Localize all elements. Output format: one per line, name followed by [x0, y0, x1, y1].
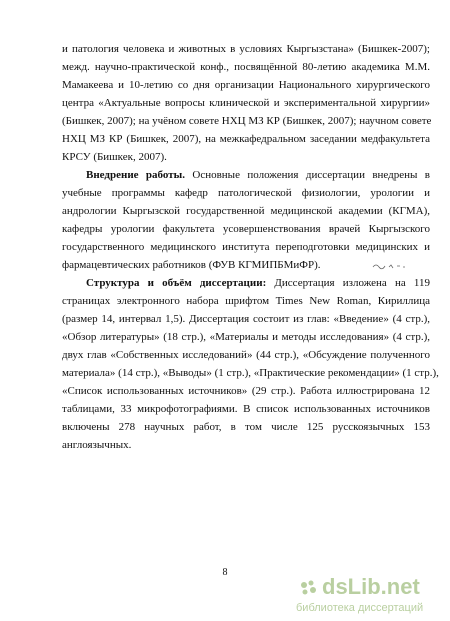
section-first-line: [86, 277, 430, 290]
text-line: государственного медицинского института переподготовки медицинских и: [62, 241, 430, 253]
text-line: включены 278 научных работ, в том числе 125 русскоязычных 153: [62, 421, 430, 433]
text-line: таблицами, 33 микрофотографиями. В список использованных источников: [62, 403, 430, 415]
text-line: двух глав «Собственных исследований» (44 стр.), «Обсуждение полученного: [62, 349, 430, 361]
text-line: КРСУ (Бишкек, 2007).: [62, 151, 167, 163]
text-line: страницах электронного набора шрифтом Times New Roman, Кириллица: [62, 295, 430, 307]
section-heading-structure: Структура и объём диссертации:: [86, 277, 267, 289]
text-line: Мамакеева и 10-летию со дня организации Национального хирургического: [62, 79, 430, 91]
text-line: и патология человека и животных в условиях Кыргызстана» (Бишкек-2007);: [62, 43, 430, 55]
text-line: «Список использованных источников» (29 стр.). Работа иллюстрирована 12: [62, 385, 430, 397]
text-line: англоязычных.: [62, 439, 132, 451]
dslib-watermark: [296, 574, 446, 618]
section-heading-implementation: Внедрение работы.: [86, 169, 185, 181]
text-fragment: Диссертация изложена на 119: [266, 277, 430, 289]
section-first-line: [86, 169, 430, 182]
text-line: материала» (14 стр.), «Выводы» (1 стр.), «Практические рекомендации» (1 стр.),: [62, 367, 439, 379]
text-line: центра «Актуальные вопросы клинической и экспериментальной хирургии»: [62, 97, 430, 109]
text-line: межд. научно-практической конф., посвящённой 80-летию академика М.М.: [62, 61, 430, 73]
text-line: (размер 14, интервал 1,5). Диссертация состоит из глав: «Введение» (4 стр.),: [62, 313, 430, 325]
text-line: «Обзор литературы» (18 стр.), «Материалы и методы исследования» (4 стр.),: [62, 331, 430, 343]
text-line: андрологии Кыргызской государственной медицинской академии (КГМА),: [62, 205, 430, 217]
page-number: 8: [222, 567, 228, 578]
text-line: НХЦ МЗ КР (Бишкек, 2007), на межкафедральном заседании медфакультета: [62, 133, 430, 145]
text-line: кафедры урологии факультета усовершенствования врачей Кыргызского: [62, 223, 430, 235]
text-line: фармацевтических работников (ФУВ КГМИПБМиФР).: [62, 259, 321, 271]
text-line: (Бишкек, 2007); на учёном совете НХЦ МЗ КР (Бишкек, 2007); научном совете: [62, 115, 432, 127]
text-fragment: Основные положения диссертации внедрены в: [185, 169, 430, 181]
watermark-logo-text: dsLib.net: [322, 574, 420, 599]
text-line: учебные программы кафедр патологической физиологии, урологии и: [62, 187, 430, 199]
dslib-logo-icon: [296, 576, 320, 600]
watermark-subtitle: библиотека диссертаций: [296, 602, 424, 614]
pen-scribble-mark: [372, 262, 410, 270]
